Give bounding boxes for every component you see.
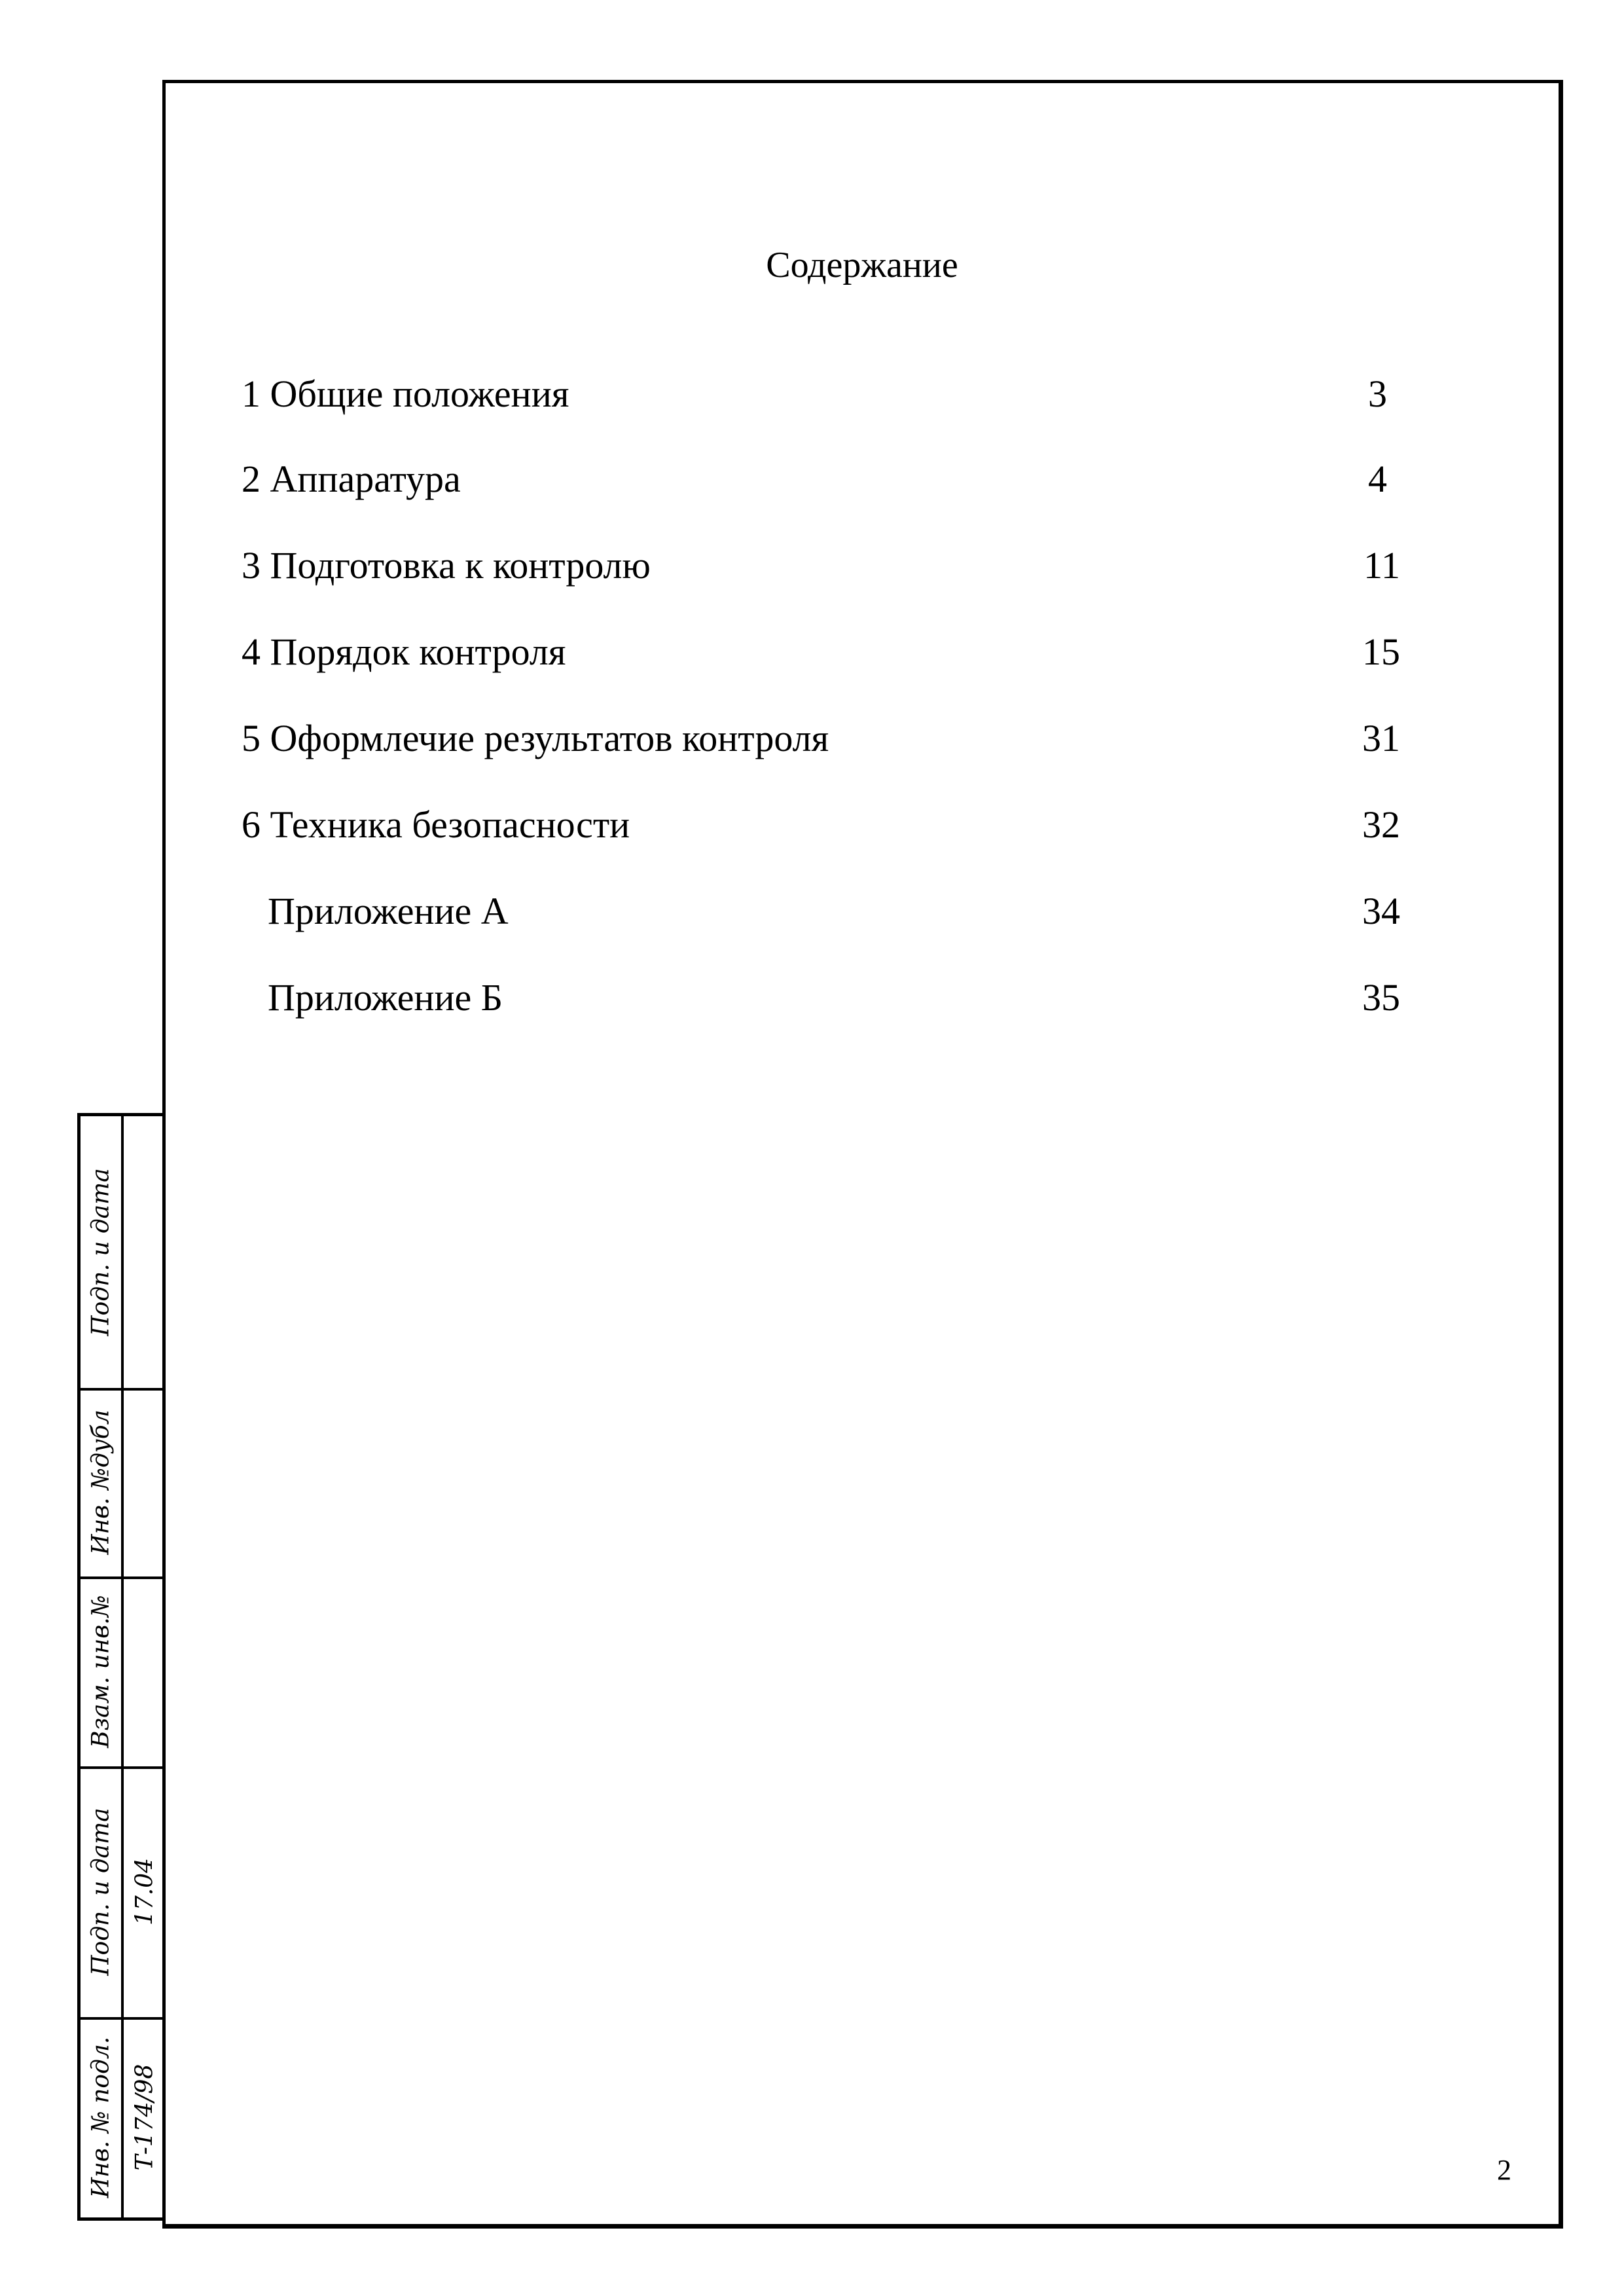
toc-item (242, 453, 1518, 505)
toc-item (268, 972, 1518, 1024)
toc-item-label: 3 Подготовка к контролю (242, 544, 651, 587)
toc-item-page: 35 (1362, 976, 1400, 1019)
stamp-label: Инв. № подл. (87, 2036, 115, 2198)
toc-item (242, 799, 1518, 851)
toc-item-page: 34 (1362, 890, 1400, 932)
toc-item-label: Приложение Б (268, 976, 503, 1019)
toc-item (268, 885, 1518, 938)
page-title: Содержание (766, 245, 958, 285)
page-frame (162, 80, 1563, 2229)
toc-item-page: 3 (1368, 373, 1387, 415)
toc-item-label: 2 Аппаратура (242, 458, 461, 500)
toc-item (242, 368, 1518, 420)
toc-item (242, 626, 1518, 678)
toc-item (242, 539, 1518, 592)
stamp-label: Инв. №дубл (87, 1410, 115, 1555)
stamp-cell-inv-dubl (81, 1388, 165, 1579)
toc-item-page: 4 (1368, 458, 1387, 500)
toc-item-label: Приложение А (268, 890, 509, 932)
toc-item-page: 31 (1362, 717, 1400, 759)
toc-item-page: 15 (1362, 630, 1400, 673)
stamp-label: Подп. и дата (87, 1808, 115, 1976)
page-number: 2 (1497, 2154, 1511, 2186)
side-stamp (77, 1113, 165, 2221)
stamp-label: Взам. инв.№ (87, 1595, 115, 1748)
stamp-cell-podp (81, 1766, 165, 2020)
toc-item-label: 5 Оформлечие результатов контроля (242, 717, 829, 759)
toc-item-page: 11 (1363, 544, 1400, 587)
toc-item-label: 1 Общие положения (242, 373, 569, 415)
toc-item-page: 32 (1362, 803, 1400, 846)
toc-item (242, 712, 1518, 765)
stamp-value: 17.04 (131, 1857, 158, 1926)
toc-item-label: 6 Техника безопасности (242, 803, 630, 846)
stamp-value: Т-174/98 (131, 2064, 158, 2171)
stamp-cell-podp-top (81, 1116, 165, 1391)
stamp-label: Подп. и дата (87, 1168, 115, 1336)
stamp-cell-inv-podl (81, 2017, 165, 2217)
stamp-cell-vzam-inv (81, 1576, 165, 1769)
toc-item-label: 4 Порядок контроля (242, 630, 566, 673)
